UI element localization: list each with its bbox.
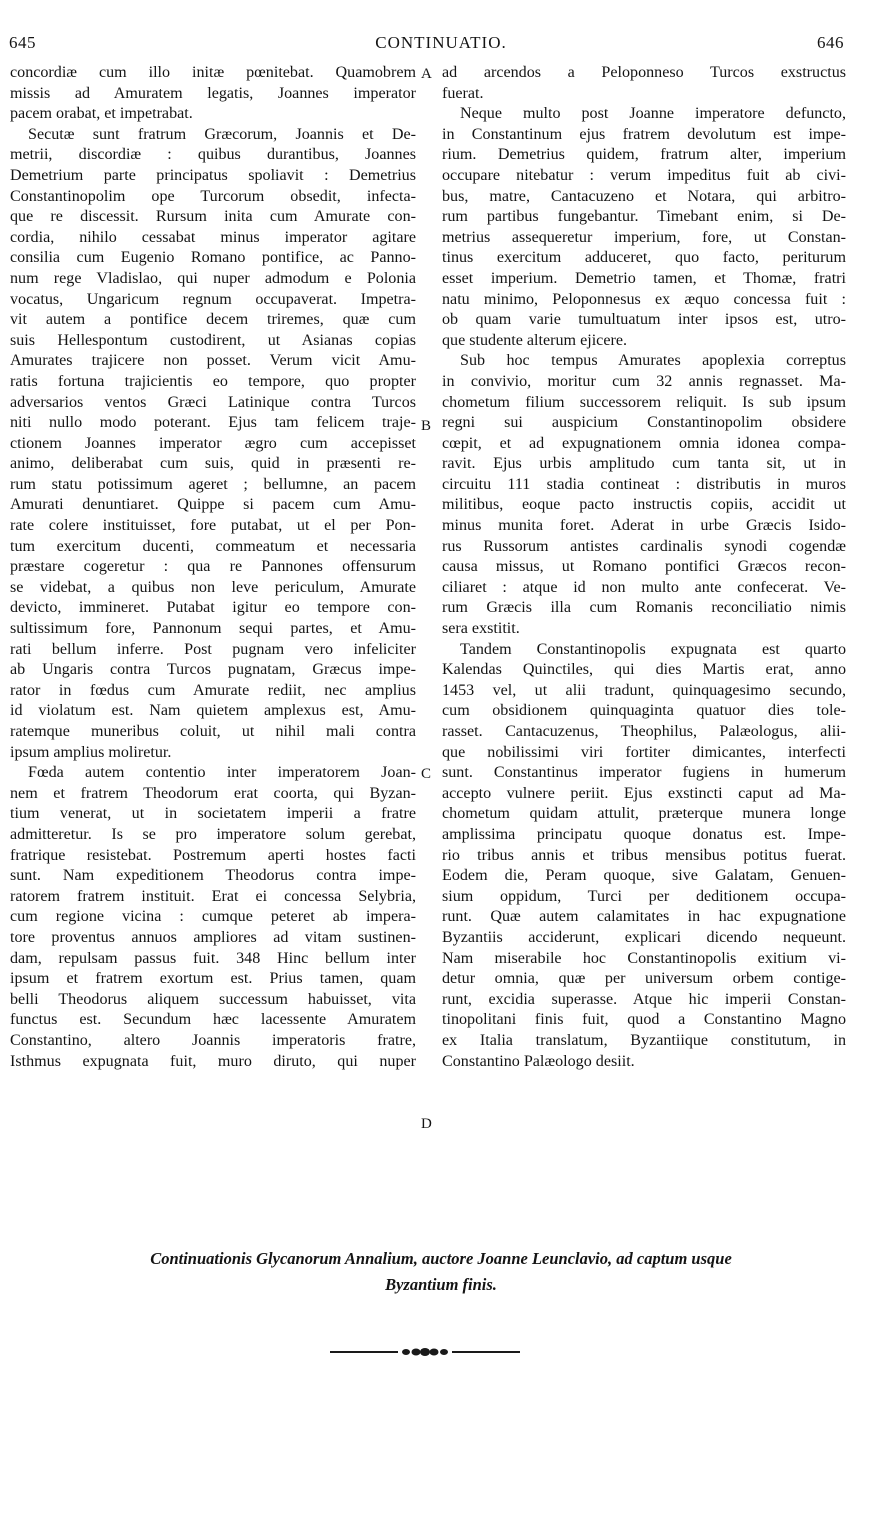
text-line: que nobilissimi viri fortiter dimicantes, interfecti [442, 743, 846, 761]
text-line: ipsum amplius moliretur. [10, 743, 172, 761]
colophon-line-1: Continuationis Glycanorum Annalium, auctore Joanne Leunclavio, ad captum usque [150, 1249, 732, 1268]
text-line: esset imperium. Demetrio tamen, et Thomæ, fratri [442, 269, 846, 287]
text-line: accepto vulnere periit. Ejus exstincti caput ad Ma- [442, 784, 846, 802]
text-line: ad arcendos a Peloponneso Turcos exstructus [442, 64, 846, 81]
text-line: in Constantinum ejus fratrem devolutum est impe- [442, 125, 846, 143]
text-line: sera exstitit. [442, 620, 520, 638]
text-line: ravit. Ejus urbis amplitudo cum tanta sit, ut in [442, 455, 846, 473]
text-line: ex Italia translatum, Byzantiique constitutum, in [442, 1031, 846, 1049]
text-line: functus est. Secundum hæc lacessente Amuratem [10, 1011, 416, 1029]
text-line: cœpit, et ad expugnationem omnia idonea compa- [442, 434, 846, 452]
text-line: regni sui auspicium Constantinopolim obsidere [442, 414, 846, 432]
colophon-line-2: Byzantium finis. [385, 1275, 497, 1294]
text-line: vit autem a pontifice decem triremes, quæ cum [10, 311, 416, 329]
text-line: Kalendas Quinctiles, qui dies Martis erat, anno [442, 661, 846, 679]
text-line: fuerat. [442, 84, 484, 102]
text-line: se videbat, a quibus non leve periculum, Amurate [10, 578, 416, 596]
text-line: sium oppidum, Turci per deditionem occupa- [442, 887, 846, 905]
text-line: Fœda autem contentio inter imperatorem Joan- [28, 764, 416, 782]
page-number-left: 645 [9, 33, 36, 52]
text-line: devicto, immineret. Putabat igitur eo tempore con- [10, 599, 416, 617]
text-line: id violatum est. Nam quietem amplexus est, Amu- [10, 702, 416, 720]
text-line: bus, matre, Cantacuzeno et Notara, qui arbitro- [442, 187, 846, 205]
text-line: que re discessit. Rursum inita cum Amurate con- [10, 208, 416, 226]
text-line: ab Ungaris contra Turcos pugnatam, Græcus impe- [10, 661, 416, 679]
text-line: circuitu 111 stadia contineat : distributis in muros [442, 475, 846, 493]
text-line: tinus exercitum adduceret, quo facto, periturum [442, 249, 846, 267]
text-line: metrii, discordiæ : quibus durantibus, Joannes [10, 146, 416, 164]
text-line: 1453 vel, ut alii tradunt, quinquagesimo secundo, [442, 681, 846, 699]
text-line: tum exercitum ducenti, commeatum et necessaria [10, 537, 416, 555]
text-line: suis Hellespontum custodirent, ut Asianas copias [10, 331, 416, 349]
text-line: tore proventus annuos ampliores ad vitam sustinen- [10, 928, 416, 946]
text-line: nem et fratrem Theodorum erat coorta, qui Byzan- [10, 784, 416, 802]
text-line: amplissima principatu quoque donatus est. Impe- [442, 825, 846, 843]
text-line: Isthmus expugnata fuit, muro diruto, qui nuper [10, 1052, 416, 1070]
text-line: runt. Quæ autem calamitates in hac expugnatione [442, 908, 846, 926]
text-line: Nam miserabile hoc Constantinopolis exitium vi- [442, 949, 846, 967]
text-line: admitteretur. Is se pro imperatore solum gerebat, [10, 825, 416, 843]
text-line: consilia cum Eugenio Romano pontifice, ac Panno- [10, 249, 416, 267]
text-line: rate colere instituisset, fore putabat, ut el per Pon- [10, 517, 416, 535]
text-line: sultissimum fore, Pannonum sequi partes, et Amu- [10, 620, 416, 638]
text-line: ciliaret : atque id non multo ante confecerat. Ve- [442, 578, 846, 596]
text-line: pacem orabat, et impetrabat. [10, 105, 193, 123]
ornament-divider [330, 1345, 520, 1359]
text-line: sunt. Constantinus imperator fugiens in humerum [442, 764, 846, 782]
text-line: ratorem fratrem instituit. Erat ei concessa Selybria, [10, 887, 416, 905]
text-line: detur omnia, quæ per universum orbem contige- [442, 970, 846, 988]
page-number-right: 646 [817, 33, 844, 52]
text-line: belli Theodorus aliquem successum habuisset, vita [10, 990, 416, 1008]
colophon [0, 1246, 882, 1298]
text-line: chometum filium successorem reliquit. Is sub ipsum [442, 393, 846, 411]
margin-mark-c: C [421, 766, 432, 782]
text-line: Tandem Constantinopolis expugnata est quarto [460, 640, 846, 658]
text-line: cum regione vicina : cumque peteret ab impera- [10, 908, 416, 926]
text-line: ratis fortuna trajicientis eo tempore, quo propter [10, 372, 416, 390]
text-line: concordiæ cum illo initæ pœnitebat. Quamobrem [10, 64, 416, 81]
text-line: causa missus, ut Romano pontifici Græcos recon- [442, 558, 846, 576]
text-line: que studente alterum ejicere. [442, 331, 627, 349]
text-line: rator in fœdus cum Amurate rediit, nec amplius [10, 681, 416, 699]
text-line: fratrique resistebat. Postremum aperti hostes facti [10, 846, 416, 864]
text-line: rati bellum inferre. Post pugnam vero infeliciter [10, 640, 416, 658]
text-line: rio tribus annis et tribus mensibus potitus fuerat. [442, 846, 846, 864]
text-line: adversarios ventos Græci Latinique contra Turcos [10, 393, 416, 411]
text-line: missis ad Amuratem legatis, Joannes imperator [10, 84, 416, 102]
text-line: ratemque muneribus coluit, ut nihil mali contra [10, 723, 416, 740]
text-line: metrius assequeretur imperium, fore, ut Constan- [442, 228, 846, 246]
text-line: rasset. Cantacuzenus, Theophilus, Palæologus, alii- [442, 723, 846, 740]
text-line: cum obsidionem quinquaginta quatuor dies tole- [442, 702, 846, 720]
text-line: Constantinopolim ope Turcorum obsedit, infecta- [10, 187, 416, 205]
margin-mark-b: B [421, 418, 432, 434]
text-line: ctionem Joannes imperator ægro cum accepisset [10, 434, 416, 452]
text-line: dam, repulsam passus fuit. 348 Hinc bellum inter [10, 949, 416, 967]
text-line: ob quam varie tumultuatum inter ipsos est, utro- [442, 311, 846, 329]
text-line: Amurates trajicere non posset. Verum vicit Amu- [10, 352, 416, 370]
text-line: occupare nitebatur : verum impeditus fuit ab civi- [442, 166, 846, 184]
text-line: sunt. Nam expeditionem Theodorus contra impe- [10, 867, 416, 885]
margin-mark-d: D [421, 1116, 432, 1132]
text-line: præstare cogeretur : qua re Pannones offensurum [10, 558, 416, 576]
text-line: Byzantiis acciderunt, explicari dicendo nequeunt. [442, 928, 846, 946]
text-line: vocatus, Ungaricum regnum occupaverat. Impetra- [10, 290, 416, 308]
right-column [442, 63, 846, 1072]
text-line: chometum quidam attulit, præterque munera longe [442, 805, 846, 823]
text-line: rus Russorum antistes cardinalis synodi cogendæ [442, 537, 846, 555]
text-line: runt, excidia superasse. Atque hic imperii Constan- [442, 990, 846, 1008]
running-title: CONTINUATIO. [375, 33, 507, 52]
text-line: Constantino, altero Joannis imperatoris fratre, [10, 1031, 416, 1049]
left-column [10, 63, 416, 1072]
text-line: Amurati denuntiaret. Quippe si pacem cum Amu- [10, 496, 416, 514]
text-line: Secutæ sunt fratrum Græcorum, Joannis et De- [28, 125, 416, 143]
text-line: animo, deliberabat cum suis, quid in præsenti re- [10, 455, 416, 473]
text-line: minus munita foret. Aderat in urbe Græcis Isido- [442, 517, 846, 535]
text-line: Eodem die, Peram quoque, sive Galatam, Genuen- [442, 867, 846, 885]
text-line: Sub hoc tempus Amurates apoplexia correptus [460, 352, 846, 370]
text-line: Demetrium parte principatus spoliavit : Demetrius [10, 166, 416, 184]
text-line: niti nullo modo poterant. Ejus tam felicem traje- [10, 414, 416, 432]
text-line: in convivio, moritur cum 32 annis regnasset. Ma- [442, 372, 846, 390]
text-line: cordia, nihilo cessabat minus imperator agitare [10, 228, 416, 246]
text-line: militibus, eoque pacto instructis copiis, accidit ut [442, 496, 846, 514]
text-line: tium venerat, ut in societatem imperii a fratre [10, 805, 416, 823]
text-line: tinopolitani finis fuit, quod a Constantino Magno [442, 1011, 846, 1029]
text-line: ipsum et fratrem exortum est. Prius tamen, quam [10, 970, 416, 988]
text-line: num rege Vladislao, qui nuper admodum e Polonia [10, 269, 416, 287]
text-line: rum statu potissimum ageret ; bellumne, an pacem [10, 475, 416, 493]
text-line: rum partibus fungebantur. Timebant enim, si De- [442, 208, 846, 226]
text-line: Constantino Palæologo desiit. [442, 1052, 635, 1070]
text-line: rium. Demetrius quidem, fratrum alter, imperium [442, 146, 846, 164]
margin-mark-a: A [421, 66, 432, 82]
text-line: Neque multo post Joanne imperatore defuncto, [460, 105, 846, 123]
text-line: rum Græcis illa cum Romanis reconciliatio nimis [442, 599, 846, 617]
text-line: natu minimo, Peloponnesus ex æquo concessa fuit : [442, 290, 846, 308]
